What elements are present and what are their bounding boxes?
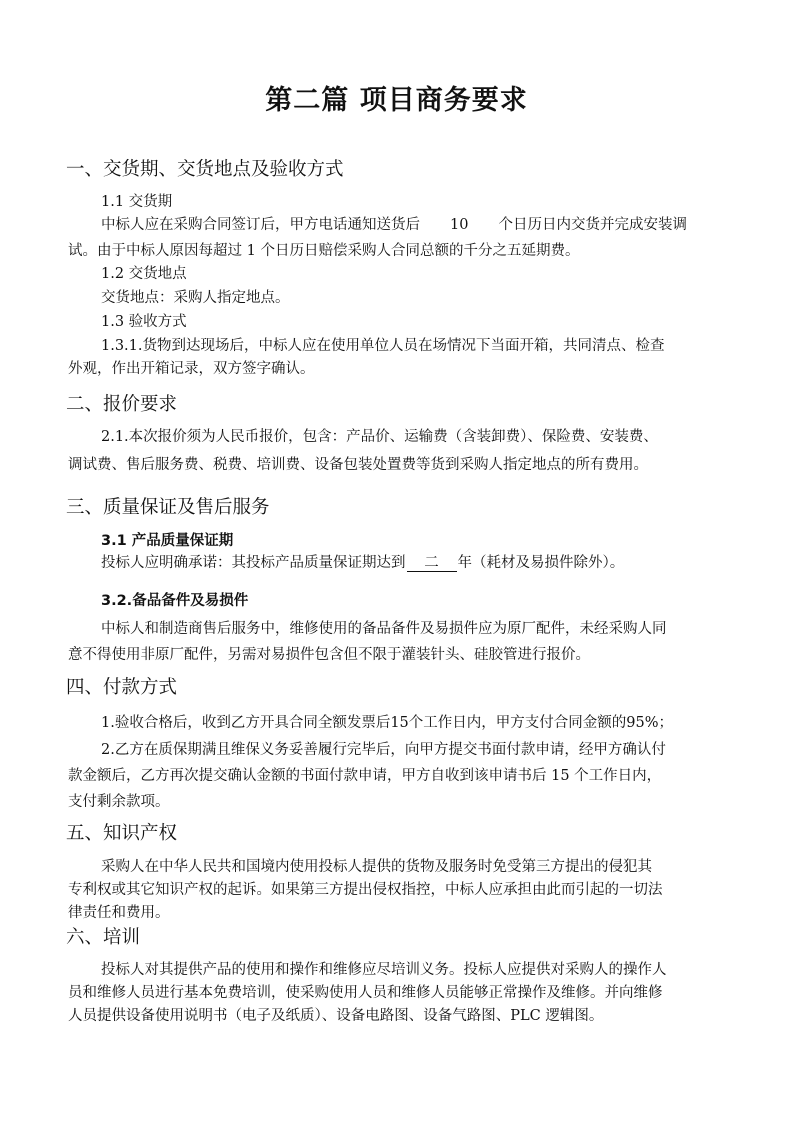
paragraph-line: 2.乙方在质保期满且维保义务妥善履行完毕后，向甲方提交书面付款申请，经甲方确认付	[101, 742, 666, 758]
paragraph-line: 2.1.本次报价须为人民币报价，包含：产品价、运输费（含装卸费）、保险费、安装费、	[101, 429, 658, 445]
delivery-days-value: 10	[450, 217, 469, 233]
subheading-warranty: 3.1 产品质量保证期	[101, 533, 234, 549]
subheading-spare-parts: 3.2.备品备件及易损件	[101, 593, 249, 609]
section-heading-training: 六、培训	[66, 927, 141, 948]
section-heading-payment: 四、付款方式	[66, 677, 178, 698]
paragraph-line	[101, 551, 624, 572]
paragraph-line: 款金额后，乙方再次提交确认金额的书面付款申请，甲方自收到该申请书后 15 个工作日内，	[68, 768, 662, 784]
paragraph-line: 交货地点：采购人指定地点。	[101, 290, 290, 306]
section-heading-delivery: 一、交货期、交货地点及验收方式	[66, 159, 344, 180]
paragraph-line: 调试费、售后服务费、税费、培训费、设备包装处置费等货到采购人指定地点的所有费用。	[68, 457, 648, 473]
paragraph-line: 中标人和制造商售后服务中，维修使用的备品备件及易损件应为原厂配件，未经采购人同	[101, 621, 667, 637]
paragraph-line: 人员提供设备使用说明书（电子及纸质）、设备电路图、设备气路图、PLC 逻辑图。	[68, 1008, 604, 1024]
paragraph-line: 律责任和费用。	[68, 905, 170, 921]
paragraph-line: 员和维修人员进行基本免费培训，使采购使用人员和维修人员能够正常操作及维修。并向维修	[68, 985, 663, 1001]
text: 个日历日内交货并完成安装调	[498, 217, 687, 233]
section-heading-ip: 五、知识产权	[66, 823, 178, 844]
warranty-years-value: 二	[407, 555, 457, 572]
subheading-delivery-period: 1.1 交货期	[101, 194, 173, 210]
text: 年（耗材及易损件除外）。	[457, 555, 625, 571]
page-title: 第二篇 项目商务要求	[265, 85, 528, 116]
subheading-delivery-location: 1.2 交货地点	[101, 266, 187, 282]
paragraph-line: 1.3.1.货物到达现场后，中标人应在使用单位人员在场情况下当面开箱，共同清点、检查	[101, 338, 665, 354]
paragraph-line: 意不得使用非原厂配件，另需对易损件包含但不限于灌装针头、硅胶管进行报价。	[68, 647, 590, 663]
paragraph-line: 专利权或其它知识产权的起诉。如果第三方提出侵权指控，中标人应承担由此而引起的一切法	[68, 882, 663, 898]
paragraph-line: 试。由于中标人原因每超过 1 个日历日赔偿采购人合同总额的千分之五延期费。	[68, 243, 580, 259]
paragraph-line: 投标人对其提供产品的使用和操作和维修应尽培训义务。投标人应提供对采购人的操作人	[101, 962, 667, 978]
paragraph-line: 外观，作出开箱记录，双方签字确认。	[68, 361, 315, 377]
section-heading-quotation: 二、报价要求	[66, 394, 178, 415]
subheading-acceptance: 1.3 验收方式	[101, 314, 187, 330]
text: 中标人应在采购合同签订后，甲方电话通知送货后	[101, 217, 420, 233]
paragraph-line: 采购人在中华人民共和国境内使用投标人提供的货物及服务时免受第三方提出的侵犯其	[101, 859, 652, 875]
paragraph-line	[101, 213, 687, 234]
text: 投标人应明确承诺：其投标产品质量保证期达到	[101, 555, 406, 571]
section-heading-quality: 三、质量保证及售后服务	[66, 497, 270, 518]
paragraph-line: 1.验收合格后，收到乙方开具合同全额发票后15个工作日内，甲方支付合同金额的95%；	[101, 715, 674, 731]
paragraph-line: 支付剩余款项。	[68, 794, 170, 810]
